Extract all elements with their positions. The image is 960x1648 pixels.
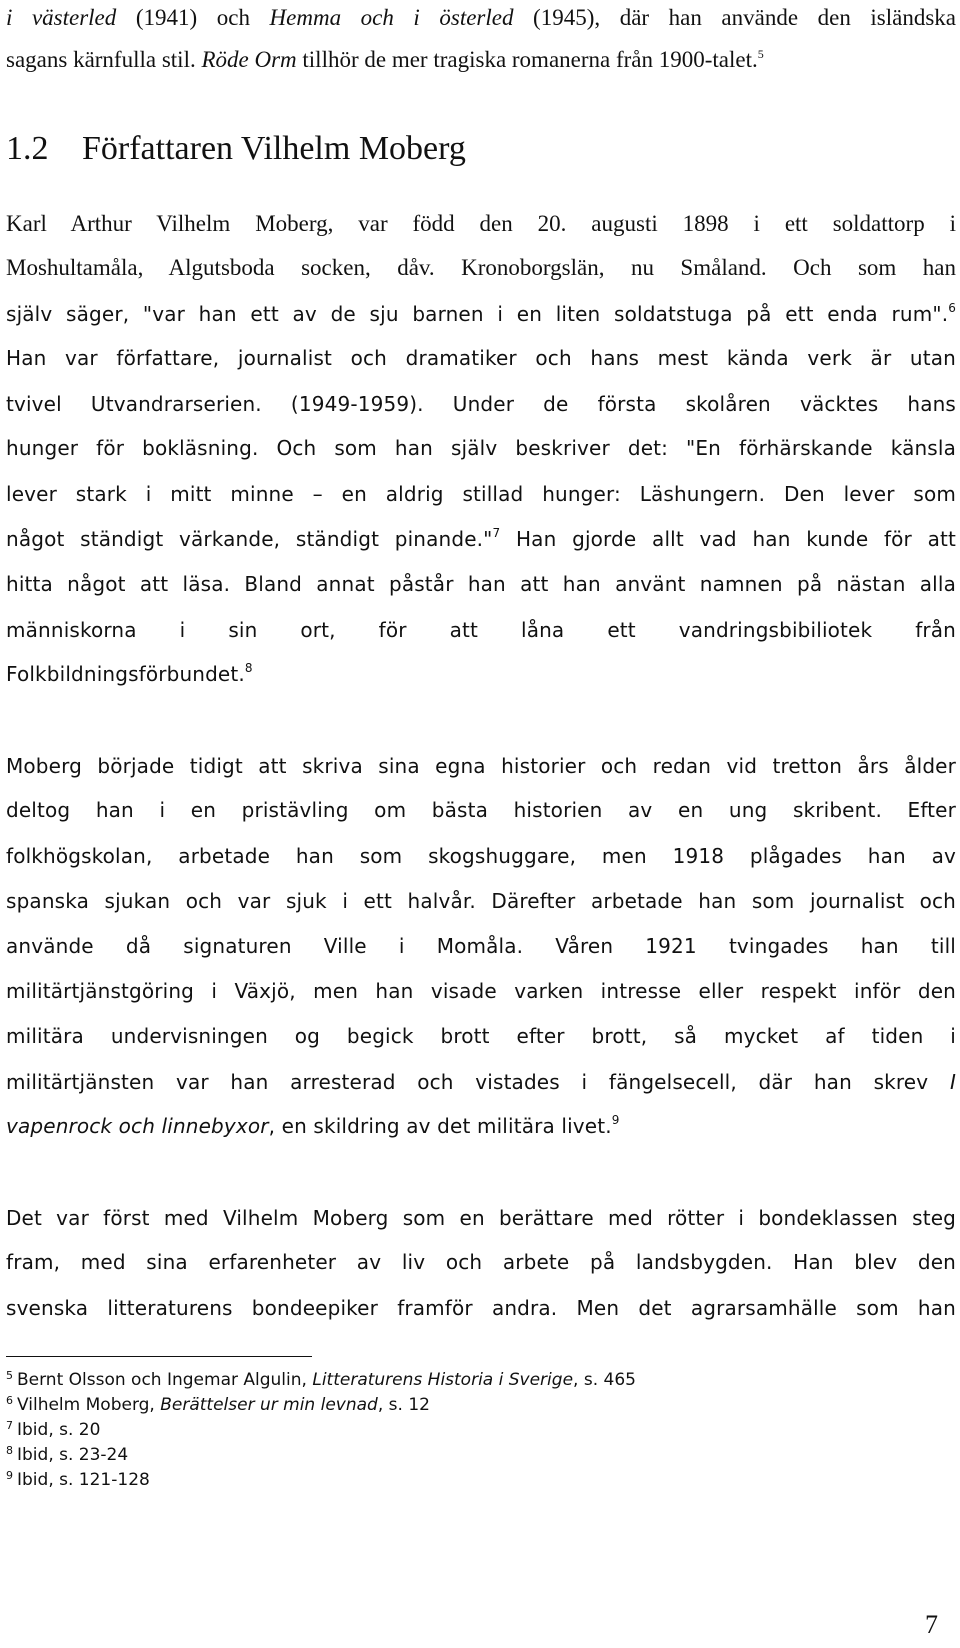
p1-line-6: hunger för bokläsning. Och som han själv beskriver det: "En förhärskande känsla (6, 436, 956, 460)
text: Ibid, s. 121-128 (17, 1470, 150, 1490)
title-italic: Berättelser ur min levnad (160, 1395, 378, 1415)
text: , s. 465 (573, 1370, 636, 1390)
p2-line-7: militära undervisningen og begick brott efter brott, så mycket af tiden i (6, 1024, 956, 1048)
footnote-divider (6, 1356, 312, 1357)
p1-line-4: Han var författare, journalist och dramatiker och hans mest kända verk är utan (6, 346, 956, 370)
footnote-number: 5 (6, 1369, 13, 1382)
p1-line-5: tvivel Utvandrarserien. (1949-1959). Under de första skolåren väcktes hans (6, 392, 956, 416)
p3-line-1: Det var först med Vilhelm Moberg som en berättare med rötter i bondeklassen steg (6, 1206, 956, 1230)
p1-line-9: hitta något att läsa. Bland annat påstår han att han använt namnen på nästan alla (6, 572, 956, 596)
footnote-5 (6, 1370, 636, 1390)
section-number: 1.2 (6, 130, 49, 167)
text: , s. 12 (377, 1395, 430, 1415)
p1-line-8 (6, 525, 956, 553)
text: Bernt Olsson och Ingemar Algulin, (17, 1370, 313, 1390)
p3-line-3: svenska litteraturens bondeepiker framför andra. Men det agrarsamhälle som han (6, 1296, 956, 1320)
title-italic: i västerled (6, 5, 117, 30)
p1-line-2: Moshultamåla, Algutsboda socken, dåv. Kronoborgslän, nu Småland. Och som han (6, 255, 956, 280)
text: tillhör de mer tragiska romanerna från 1900-talet. (296, 47, 758, 72)
text: Ibid, s. 20 (17, 1420, 101, 1440)
p2-line-4: spanska sjukan och var sjuk i ett halvår. Därefter arbetade han som journalist och (6, 889, 956, 913)
intro-line-1 (6, 4, 956, 32)
footnote-ref: 6 (948, 301, 956, 315)
text: Folkbildningsförbundet. (6, 662, 245, 686)
footnote-9 (6, 1470, 150, 1490)
p2-line-6: militärtjänstgöring i Växjö, men han visade varken intresse eller respekt inför den (6, 979, 956, 1003)
title-italic: vapenrock och linnebyxor (6, 1114, 269, 1138)
footnote-ref: 5 (757, 47, 764, 61)
text: Han gjorde allt vad han kunde för att (500, 527, 956, 551)
intro-line-2 (6, 46, 956, 74)
text: (1945), där han använde den isländska (513, 5, 956, 30)
text: Vilhelm Moberg, (17, 1395, 161, 1415)
p1-line-10: människorna i sin ort, för att låna ett vandringsbibiliotek från (6, 618, 956, 642)
title-italic: Hemma och i österled (269, 5, 514, 30)
title-italic: I (949, 1070, 956, 1094)
text: Ibid, s. 23-24 (17, 1445, 129, 1465)
p2-line-9 (6, 1112, 956, 1140)
text: något ständigt värkande, ständigt pinande." (6, 527, 493, 551)
p2-line-2: deltog han i en pristävling om bästa historien av en ung skribent. Efter (6, 798, 956, 822)
p1-line-7: lever stark i mitt minne – en aldrig stillad hunger: Läshungern. Den lever som (6, 482, 956, 506)
footnote-number: 7 (6, 1419, 13, 1432)
p2-line-8 (6, 1068, 956, 1096)
text: militärtjänsten var han arresterad och vistades i fängelsecell, där han skrev (6, 1070, 929, 1094)
p2-line-3: folkhögskolan, arbetade han som skogshuggare, men 1918 plågades han av (6, 844, 956, 868)
text: själv säger, "var han ett av de sju barnen i en liten soldatstuga på ett enda rum". (6, 302, 949, 326)
page-number: 7 (925, 1610, 938, 1639)
text: , en skildring av det militära livet. (268, 1114, 612, 1138)
p1-line-1: Karl Arthur Vilhelm Moberg, var född den 20. augusti 1898 i ett soldattorp i (6, 211, 956, 236)
footnote-6 (6, 1395, 430, 1415)
footnote-ref: 7 (492, 526, 501, 540)
p1-line-3 (6, 300, 956, 328)
section-heading (6, 130, 466, 168)
footnote-number: 8 (6, 1444, 13, 1457)
footnote-7 (6, 1420, 100, 1440)
p3-line-2: fram, med sina erfarenheter av liv och arbete på landsbygden. Han blev den (6, 1250, 956, 1274)
title-italic: Litteraturens Historia i Sverige (312, 1370, 574, 1390)
p1-line-11 (6, 660, 956, 688)
text: (1941) och (116, 5, 270, 30)
text: sagans kärnfulla stil. (6, 47, 202, 72)
p2-line-1: Moberg började tidigt att skriva sina egna historier och redan vid tretton års ålder (6, 754, 956, 778)
p2-line-5: använde då signaturen Ville i Momåla. Våren 1921 tvingades han till (6, 934, 956, 958)
footnote-8 (6, 1445, 128, 1465)
footnote-number: 6 (6, 1394, 13, 1407)
footnote-ref: 8 (244, 661, 253, 675)
section-title: Författaren Vilhelm Moberg (82, 130, 466, 167)
footnote-number: 9 (6, 1469, 13, 1482)
title-italic: Röde Orm (201, 47, 297, 72)
footnote-ref: 9 (611, 1113, 620, 1127)
